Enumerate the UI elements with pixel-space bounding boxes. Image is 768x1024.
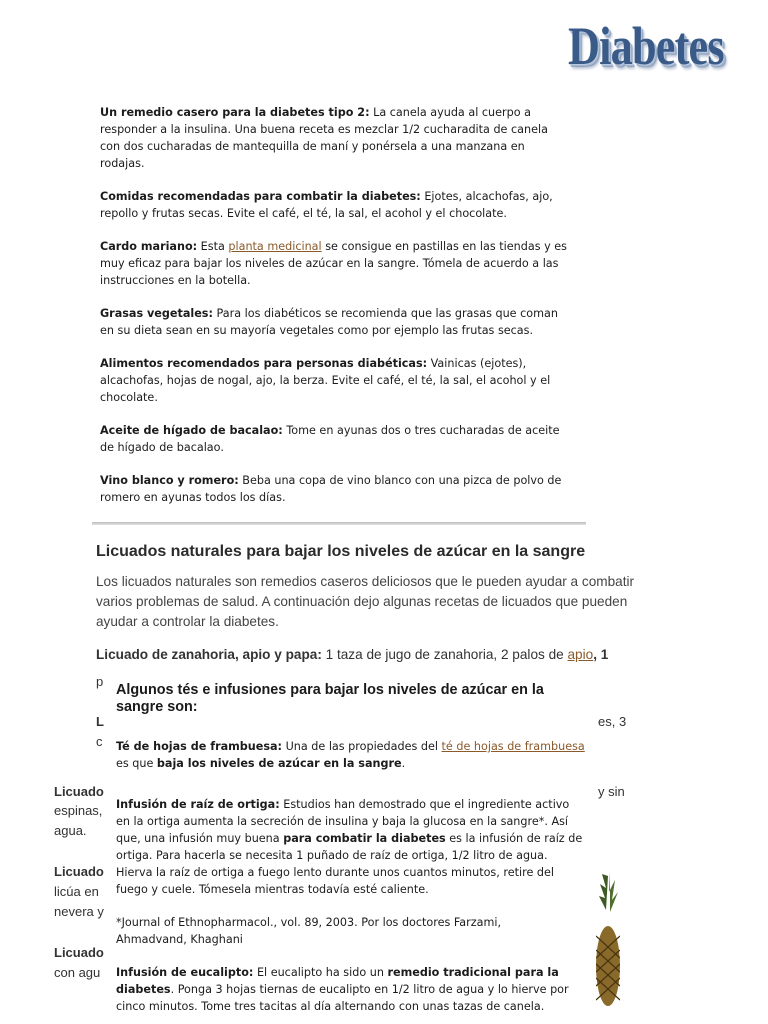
remedies-list — [100, 104, 570, 522]
te-label: Té de hojas de frambuesa: — [116, 740, 283, 753]
fragment-text: p — [96, 674, 104, 689]
remedy-text: Vainicas (ejotes), alcachofas, hojas de nogal, ajo, la berza. Evite el café, el té, la sal, el acohol y el chocolate. — [100, 357, 551, 404]
te-highlight: baja los niveles de azúcar en la sangre — [156, 757, 402, 770]
fragment-text: licúa en — [54, 884, 99, 899]
remedy-text: La canela ayuda al cuerpo a responder a la insulina. Una buena receta es mezclar 1/2 cucharadita de canela con dos cucharadas de mantequilla de maní y ponérsela a una manzana en rodajas. — [100, 106, 548, 170]
te-text: es la infusión de raíz de ortiga. Para hacerla se necesita 1 puñado de raíz de ortiga, 1/2 litro de agua. Hierva la raíz de ortiga a fuego lento durante unos cuantos minutos, retire del fuego y cuele. Tómesela mientras todavía esté caliente. — [116, 832, 583, 896]
remedy-item — [100, 104, 570, 172]
fragment-text: espinas, — [54, 803, 103, 818]
te-label: Infusión de eucalipto: — [116, 966, 254, 979]
remedy-label: Comidas recomendadas para combatir la diabetes: — [100, 190, 421, 203]
licuado-text: , 1 — [593, 647, 609, 662]
fragment-text: c — [96, 734, 103, 749]
te-text: es que — [116, 757, 157, 770]
remedy-text: Esta — [197, 240, 229, 253]
infusion-ortiga-item — [116, 796, 586, 898]
te-text: Una de las propiedades del — [282, 740, 442, 753]
page-title: Diabetes — [568, 16, 724, 76]
licuado-label: Licuado de zanahoria, apio y papa: — [96, 647, 322, 662]
remedy-label: Vino blanco y romero: — [100, 474, 239, 487]
remedy-item — [100, 472, 570, 506]
te-frambuesa-link[interactable]: té de hojas de frambuesa — [441, 740, 585, 753]
fragment-text: es, 3 — [598, 714, 627, 729]
fragment-text: nevera y — [54, 904, 104, 919]
te-label: Infusión de raíz de ortiga: — [116, 798, 280, 811]
tes-heading: Algunos tés e infusiones para bajar los niveles de azúcar en la sangre son: — [116, 682, 544, 715]
remedy-text: Para los diabéticos se recomienda que las grasas que coman en su dieta sean en su mayoría vegetales como por ejemplo las frutas secas. — [100, 307, 558, 337]
apio-link[interactable]: apio — [567, 647, 594, 662]
te-highlight: para combatir la diabetes — [283, 832, 446, 845]
remedy-label: Grasas vegetales: — [100, 307, 213, 320]
te-text: Estudios han demostrado que el ingrediente activo en la ortiga aumenta la secreción de insulina y baja la glucosa en la sangre*. Así que, una infusión muy buena — [116, 798, 570, 845]
infusion-eucalipto-item — [116, 964, 586, 1015]
fragment-text: L — [96, 714, 104, 729]
remedy-item — [100, 188, 570, 222]
remedy-label: Un remedio casero para la diabetes tipo 2: — [100, 106, 370, 119]
remedy-label: Alimentos recomendados para personas diabéticas: — [100, 357, 428, 370]
remedy-text: Tome en ayunas dos o tres cucharadas de aceite de hígado de bacalao. — [100, 424, 560, 454]
pineapple-image — [596, 866, 620, 1006]
te-text: . — [401, 757, 406, 770]
fragment-text: Licuado — [54, 945, 104, 960]
planta-medicinal-link[interactable]: planta medicinal — [228, 240, 322, 253]
te-highlight: remedio tradicional para la diabetes — [116, 966, 559, 996]
fragment-text: agua. — [54, 823, 87, 838]
te-frambuesa-item — [116, 738, 586, 772]
fragment-text: con agu — [54, 965, 101, 980]
tes-infusiones-box — [110, 674, 596, 1024]
licuado-text: 1 taza de jugo de zanahoria, 2 palos de — [321, 647, 568, 662]
remedy-item — [100, 238, 570, 289]
remedy-text: Beba una copa de vino blanco con una pizca de polvo de romero en ayunas todos los días. — [100, 474, 562, 504]
fragment-text: y sin — [598, 784, 625, 799]
licuados-section — [96, 540, 656, 665]
remedy-item — [100, 305, 570, 339]
remedy-label: Aceite de hígado de bacalao: — [100, 424, 283, 437]
remedy-text: Ejotes, alcachofas, ajo, repollo y frutas secas. Evite el café, el té, la sal, el acohol y el chocolate. — [100, 190, 553, 220]
fragment-text: Licuado — [54, 784, 104, 799]
fragment-text: Licuado — [54, 864, 104, 879]
licuados-intro: Los licuados naturales son remedios caseros deliciosos que le pueden ayudar a combatir varios problemas de salud. A continuación dejo algunas recetas de licuados que pueden ayudar a controlar la diabetes. — [96, 574, 635, 629]
remedy-item — [100, 422, 570, 456]
remedy-text: se consigue en pastillas en las tiendas y es muy eficaz para bajar los niveles de azúcar en la sangre. Tómela de acuerdo a las instrucciones en la botella. — [100, 240, 567, 287]
remedy-item — [100, 355, 570, 406]
licuado-item — [96, 645, 656, 665]
te-text: . Ponga 3 hojas tiernas de eucalipto en 1/2 litro de agua y lo hierve por cinco minutos. Tome tres tacitas al día alternando con unas tazas de canela. — [116, 983, 569, 1013]
reference-note: *Journal of Ethnopharmacol., vol. 89, 2003. Por los doctores Farzami, Ahmadvand, Khaghani — [116, 916, 502, 946]
section-divider — [92, 522, 586, 525]
licuados-heading: Licuados naturales para bajar los niveles de azúcar en la sangre — [96, 543, 586, 560]
remedy-label: Cardo mariano: — [100, 240, 198, 253]
te-text: El eucalipto ha sido un — [253, 966, 388, 979]
